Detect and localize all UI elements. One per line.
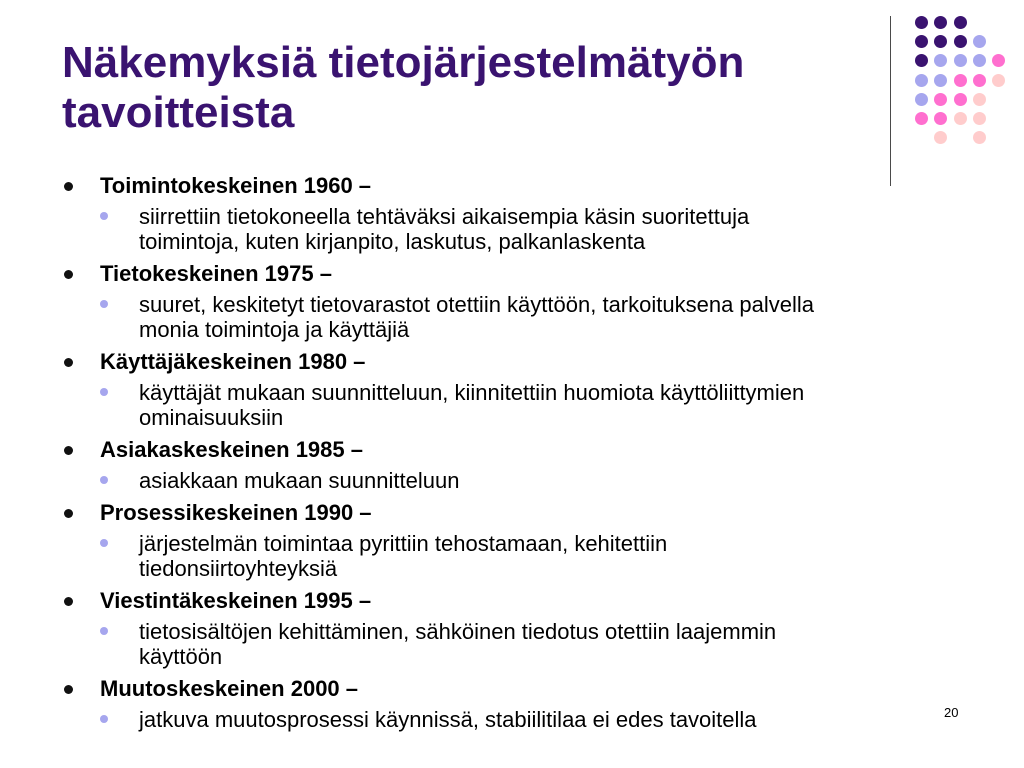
sub-list bbox=[100, 380, 972, 430]
item-heading bbox=[100, 499, 972, 527]
item-heading bbox=[100, 172, 972, 200]
sub-text-line-2: ominaisuuksiin bbox=[139, 405, 284, 430]
sub-list bbox=[100, 619, 972, 669]
sub-bullet-dot-icon bbox=[100, 539, 108, 547]
list-item bbox=[62, 587, 972, 669]
decorative-dot bbox=[973, 93, 986, 106]
decorative-dot bbox=[915, 35, 928, 48]
list-item bbox=[62, 436, 972, 493]
item-heading bbox=[100, 587, 972, 615]
decorative-dot bbox=[973, 112, 986, 125]
bullet-dot-icon bbox=[64, 358, 73, 367]
sub-text-line-2: toimintoja, kuten kirjanpito, laskutus, palkanlaskenta bbox=[139, 229, 646, 254]
heading-text: Muutoskeskeinen 2000 – bbox=[100, 676, 359, 701]
decorative-dot bbox=[992, 74, 1005, 87]
heading-text: Käyttäjäkeskeinen 1980 – bbox=[100, 349, 366, 374]
sub-bullet-dot-icon bbox=[100, 476, 108, 484]
decorative-dot bbox=[973, 74, 986, 87]
decorative-dot bbox=[915, 93, 928, 106]
decorative-dot bbox=[973, 131, 986, 144]
decorative-dot bbox=[934, 54, 947, 67]
decorative-dot bbox=[954, 35, 967, 48]
sub-bullet-dot-icon bbox=[100, 715, 108, 723]
sub-list bbox=[100, 204, 972, 254]
sub-bullet-dot-icon bbox=[100, 212, 108, 220]
heading-text: Viestintäkeskeinen 1995 – bbox=[100, 588, 372, 613]
bullet-dot-icon bbox=[64, 270, 73, 279]
decorative-dot bbox=[934, 112, 947, 125]
decorative-dot bbox=[915, 112, 928, 125]
heading-text: Prosessikeskeinen 1990 – bbox=[100, 500, 372, 525]
item-heading bbox=[100, 348, 972, 376]
sub-list bbox=[100, 292, 972, 342]
decorative-dot bbox=[915, 74, 928, 87]
title-line-1: Näkemyksiä tietojärjestelmätyön bbox=[62, 38, 745, 87]
heading-text: Asiakaskeskeinen 1985 – bbox=[100, 437, 363, 462]
decorative-dot bbox=[954, 74, 967, 87]
list-item bbox=[62, 260, 972, 342]
title-line-2: tavoitteista bbox=[62, 88, 295, 137]
sub-text-line-1: jatkuva muutosprosessi käynnissä, stabiilitilaa ei edes tavoitella bbox=[139, 707, 757, 732]
sub-list bbox=[100, 468, 972, 493]
item-heading bbox=[100, 675, 972, 703]
sub-text-line-1: käyttäjät mukaan suunnitteluun, kiinnitettiin huomiota käyttöliittymien bbox=[139, 380, 805, 405]
sub-text-line-1: suuret, keskitetyt tietovarastot otettiin käyttöön, tarkoituksena palvella bbox=[139, 292, 815, 317]
decorative-dot bbox=[954, 112, 967, 125]
decorative-dot bbox=[934, 74, 947, 87]
sub-text-line-2: monia toimintoja ja käyttäjiä bbox=[139, 317, 410, 342]
sub-text-line-1: järjestelmän toimintaa pyrittiin tehostamaan, kehitettiin bbox=[139, 531, 668, 556]
decorative-dot bbox=[954, 93, 967, 106]
decorative-dot bbox=[915, 54, 928, 67]
bullet-dot-icon bbox=[64, 446, 73, 455]
item-heading bbox=[100, 436, 972, 464]
sub-list bbox=[100, 707, 972, 732]
list-item bbox=[62, 348, 972, 430]
sub-bullet-dot-icon bbox=[100, 627, 108, 635]
list-item bbox=[62, 499, 972, 581]
sub-text-line-1: asiakkaan mukaan suunnitteluun bbox=[139, 468, 460, 493]
list-item bbox=[62, 675, 972, 732]
bullet-dot-icon bbox=[64, 509, 73, 518]
decorative-dot bbox=[915, 16, 928, 29]
bullet-dot-icon bbox=[64, 685, 73, 694]
bullet-list bbox=[62, 166, 972, 732]
decorative-dot bbox=[934, 131, 947, 144]
decorative-dot-grid bbox=[904, 12, 1024, 172]
vertical-divider bbox=[890, 16, 891, 186]
slide-title bbox=[62, 38, 862, 138]
sub-text-line-1: siirrettiin tietokoneella tehtäväksi aikaisempia käsin suoritettuja bbox=[139, 204, 750, 229]
item-heading bbox=[100, 260, 972, 288]
decorative-dot bbox=[934, 93, 947, 106]
sub-text-line-1: tietosisältöjen kehittäminen, sähköinen tiedotus otettiin laajemmin bbox=[139, 619, 777, 644]
sub-text-line-2: käyttöön bbox=[139, 644, 223, 669]
sub-bullet-dot-icon bbox=[100, 388, 108, 396]
decorative-dot bbox=[934, 35, 947, 48]
heading-text: Toimintokeskeinen 1960 – bbox=[100, 173, 372, 198]
decorative-dot bbox=[973, 35, 986, 48]
sub-bullet-dot-icon bbox=[100, 300, 108, 308]
page-number: 20 bbox=[944, 705, 959, 720]
decorative-dot bbox=[954, 16, 967, 29]
decorative-dot bbox=[934, 16, 947, 29]
list-item bbox=[62, 172, 972, 254]
decorative-dot bbox=[973, 54, 986, 67]
decorative-dot bbox=[992, 54, 1005, 67]
sub-list bbox=[100, 531, 972, 581]
decorative-dot bbox=[954, 54, 967, 67]
bullet-dot-icon bbox=[64, 597, 73, 606]
sub-text-line-2: tiedonsiirtoyhteyksiä bbox=[139, 556, 338, 581]
heading-text: Tietokeskeinen 1975 – bbox=[100, 261, 332, 286]
bullet-dot-icon bbox=[64, 182, 73, 191]
